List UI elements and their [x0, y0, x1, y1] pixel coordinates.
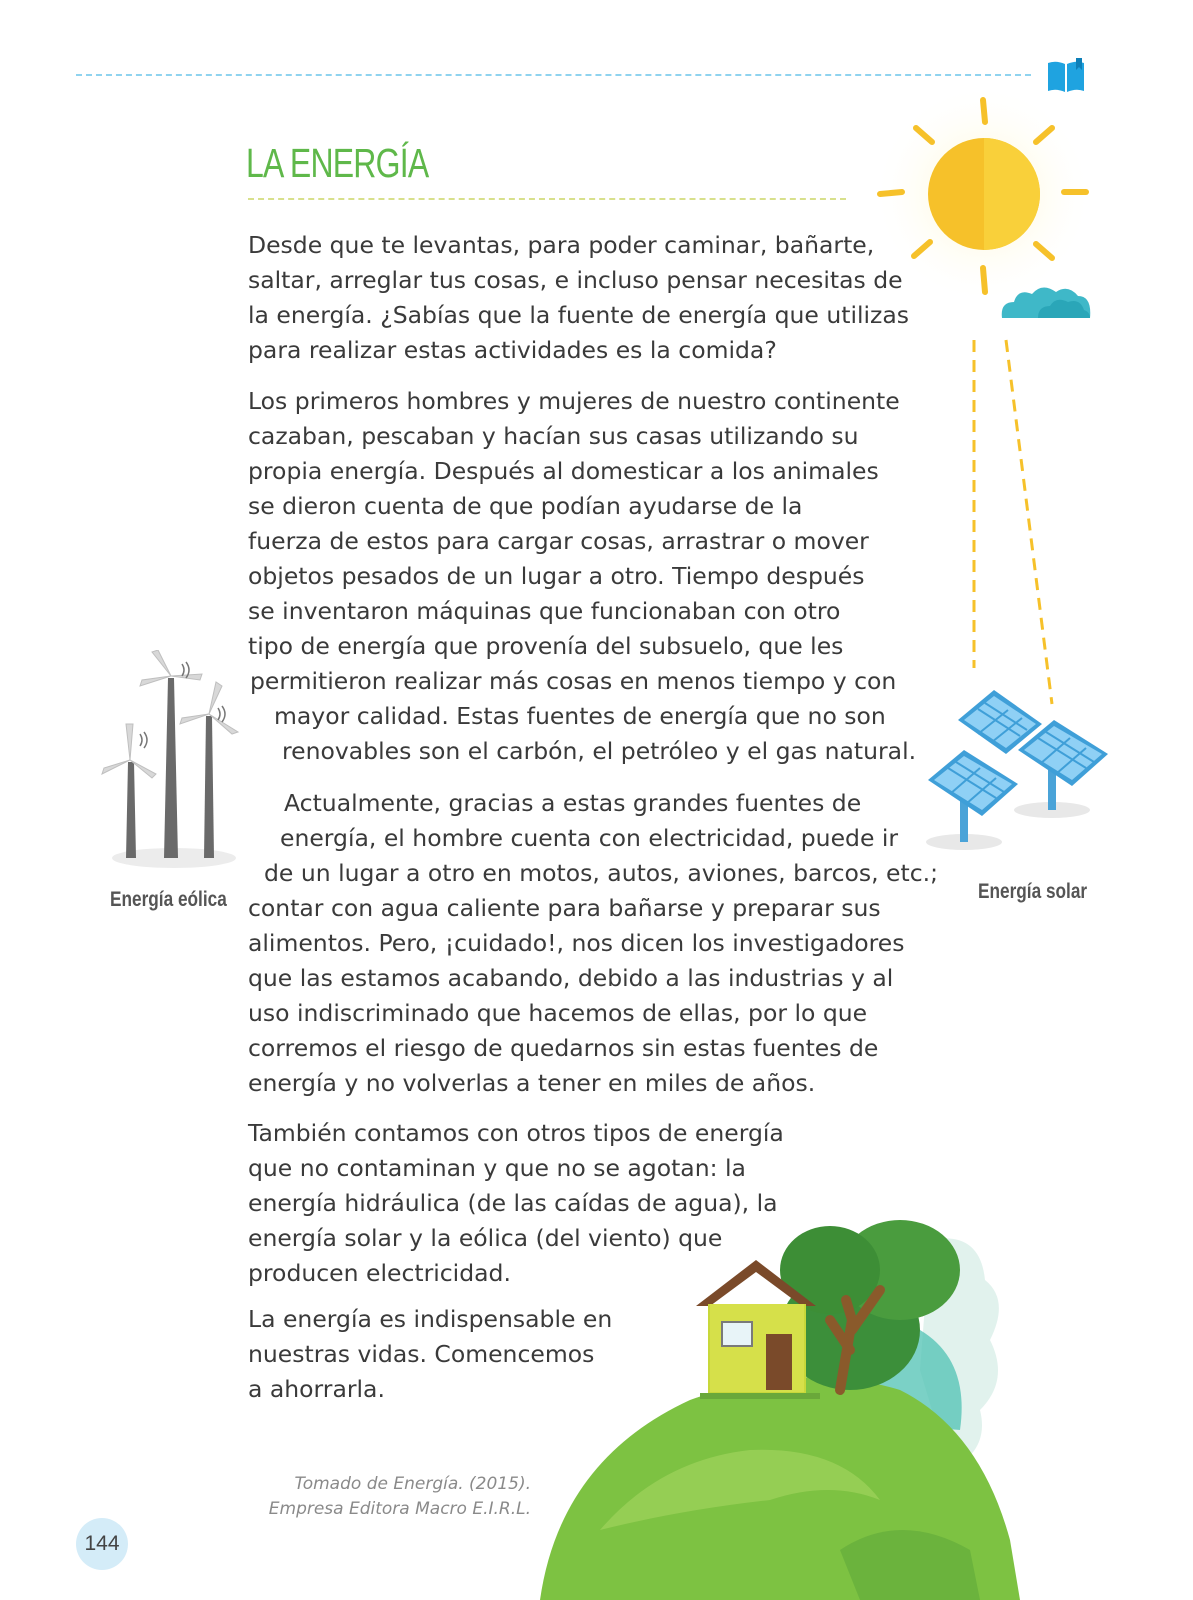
caption-wind-energy: Energía eólica	[110, 888, 227, 911]
sunbeam-lines	[960, 338, 1060, 708]
solar-panels-illustration	[918, 690, 1114, 860]
source-citation	[269, 1472, 531, 1522]
source-line: Empresa Editora Macro E.I.R.L.	[268, 1499, 531, 1519]
text-line: que las estamos acabando, debido a las industrias y al	[248, 964, 894, 992]
text-line: permitieron realizar más cosas en menos tiempo y con	[250, 667, 897, 695]
text-line: que no contaminan y que no se agotan: la	[248, 1154, 746, 1182]
text-line: Los primeros hombres y mujeres de nuestro continente	[248, 387, 900, 415]
text-line: energía, el hombre cuenta con electricidad, puede ir	[280, 824, 899, 852]
text-line: fuerza de estos para cargar cosas, arrastrar o mover	[248, 527, 869, 555]
text-line: Desde que te levantas, para poder caminar, bañarte,	[248, 231, 875, 259]
text-line: También contamos con otros tipos de energía	[248, 1119, 784, 1147]
text-line: tipo de energía que provenía del subsuelo, que les	[248, 632, 844, 660]
page-title: LA ENERGÍA	[246, 140, 429, 186]
text-line: contar con agua caliente para bañarse y preparar sus	[248, 894, 881, 922]
text-line: uso indiscriminado que hacemos de ellas, por lo que	[248, 999, 868, 1027]
wind-turbines-illustration	[100, 650, 250, 870]
text-line: alimentos. Pero, ¡cuidado!, nos dicen los investigadores	[248, 929, 905, 957]
text-line: de un lugar a otro en motos, autos, aviones, barcos, etc.;	[264, 859, 939, 887]
text-line: se inventaron máquinas que funcionaban con otro	[248, 597, 841, 625]
text-line: energía y no volverlas a tener en miles de años.	[248, 1069, 816, 1097]
text-line: cazaban, pescaban y hacían sus casas utilizando su	[248, 422, 859, 450]
text-line: energía solar y la eólica (del viento) que	[248, 1224, 723, 1252]
text-line: para realizar estas actividades es la comida?	[248, 336, 777, 364]
text-line: propia energía. Después al domesticar a los animales	[248, 457, 879, 485]
paragraph-history	[248, 384, 916, 769]
text-line: nuestras vidas. Comencemos	[248, 1340, 595, 1368]
paragraph-conclusion	[248, 1302, 612, 1407]
text-line: la energía. ¿Sabías que la fuente de energía que utilizas	[248, 301, 910, 329]
cloud-icon	[998, 278, 1094, 320]
title-underline	[248, 198, 846, 200]
paragraph-renewable	[248, 1116, 784, 1291]
text-line: La energía es indispensable en	[248, 1305, 613, 1333]
paragraph-intro	[248, 228, 909, 368]
paragraph-current	[248, 786, 938, 1101]
text-line: Actualmente, gracias a estas grandes fuentes de	[284, 789, 862, 817]
text-line: renovables son el carbón, el petróleo y el gas natural.	[282, 737, 917, 765]
text-line: energía hidráulica (de las caídas de agua), la	[248, 1189, 778, 1217]
source-line: Tomado de Energía. (2015).	[294, 1474, 531, 1494]
text-line: a ahorrarla.	[248, 1375, 385, 1403]
text-line: producen electricidad.	[248, 1259, 511, 1287]
text-line: se dieron cuenta de que podían ayudarse de la	[248, 492, 803, 520]
text-line: objetos pesados de un lugar a otro. Tiempo después	[248, 562, 865, 590]
text-line: mayor calidad. Estas fuentes de energía que no son	[274, 702, 886, 730]
text-line: corremos el riesgo de quedarnos sin estas fuentes de	[248, 1034, 879, 1062]
caption-solar-energy: Energía solar	[978, 880, 1088, 903]
page-number: 144	[76, 1518, 128, 1570]
top-dashed-rule	[76, 74, 1031, 76]
text-line: saltar, arreglar tus cosas, e incluso pensar necesitas de	[248, 266, 903, 294]
